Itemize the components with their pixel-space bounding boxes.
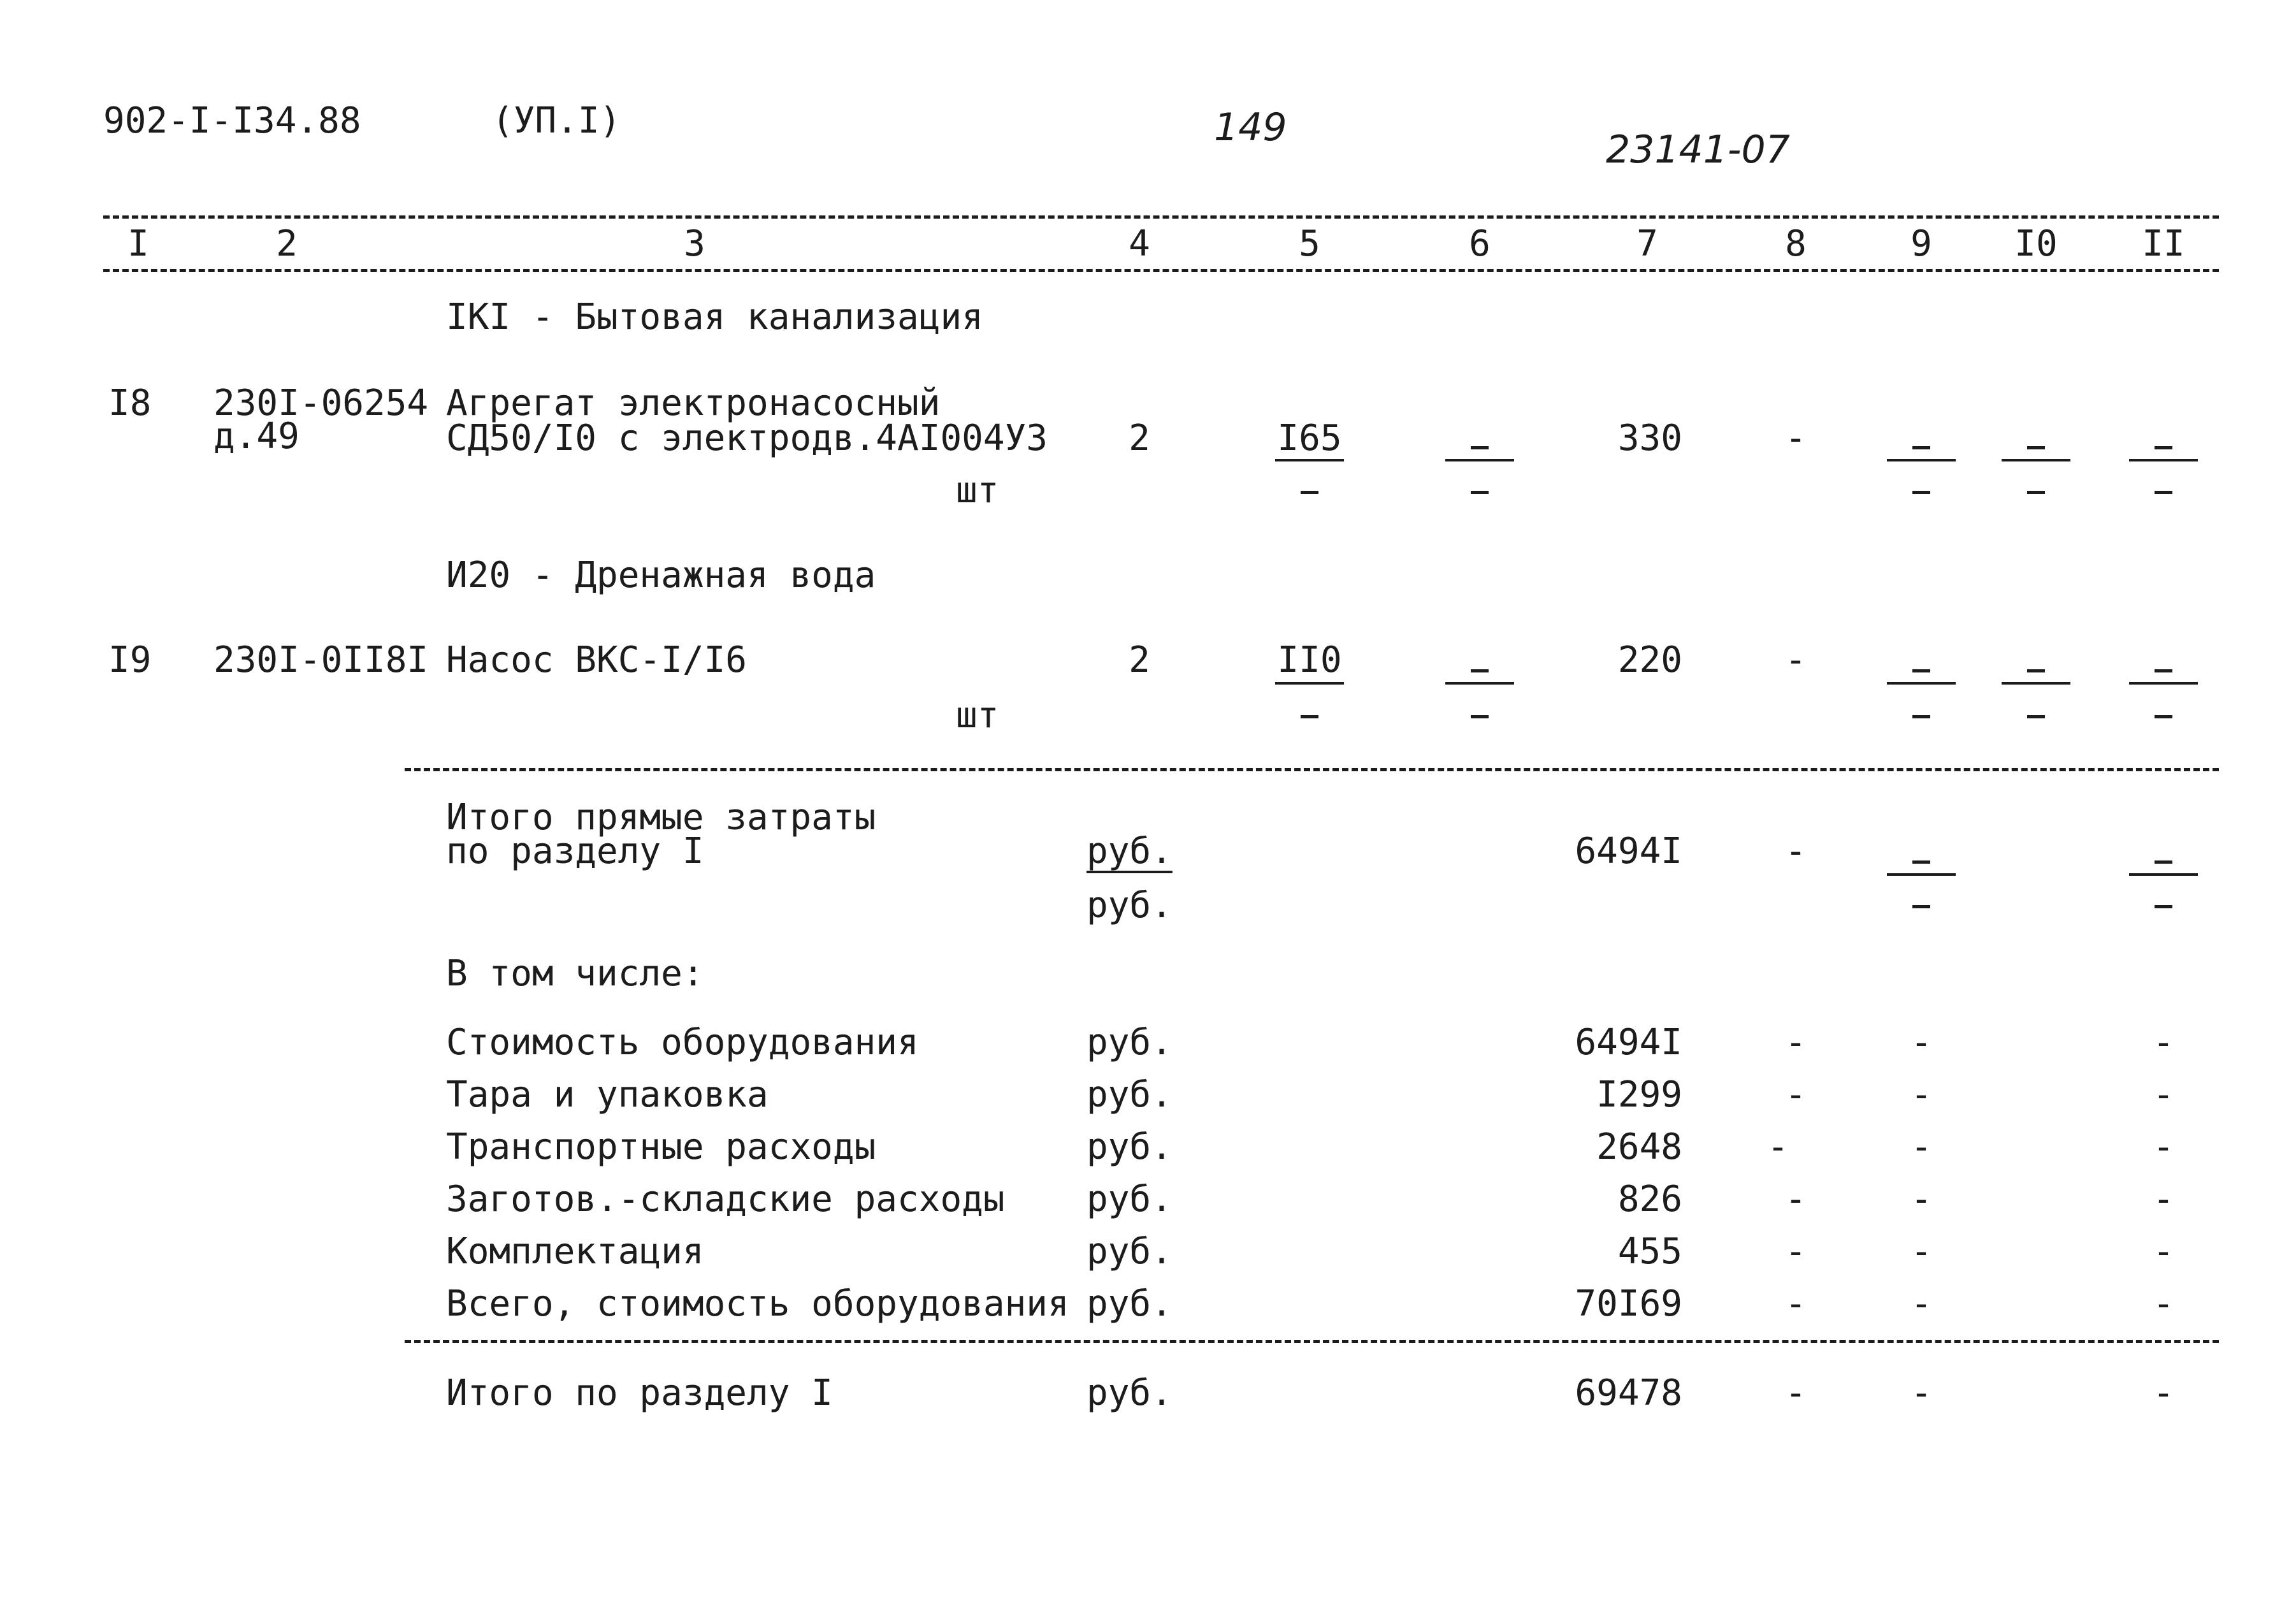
col6-fraction-bar xyxy=(1445,459,1514,461)
col11-dash: - xyxy=(2153,1283,2174,1325)
section-total-label: Итого по разделу I xyxy=(446,1372,833,1414)
col8-dash: - xyxy=(1785,1231,1807,1272)
price-fraction-bar xyxy=(1275,459,1344,461)
col11-dash: - xyxy=(2153,1126,2174,1168)
breakdown-label: Стоимость оборудования xyxy=(446,1022,919,1063)
section-total-value: 69478 xyxy=(1575,1372,1682,1414)
breakdown-value: 826 xyxy=(1617,1179,1682,1220)
col11-dash-mark xyxy=(2155,860,2172,864)
document-number: 902-I-I34.88 xyxy=(103,100,361,142)
col10-dash-mark xyxy=(2027,446,2045,449)
column-header-9: 9 xyxy=(1910,223,1932,265)
breakdown-label: Тара и упаковка xyxy=(446,1074,769,1115)
col9-dash: - xyxy=(1910,1074,1932,1115)
col11-empty-mark xyxy=(2155,715,2172,718)
col10-fraction-bar xyxy=(2002,682,2070,685)
col10-dash-mark xyxy=(2027,669,2045,672)
column-header-4: 4 xyxy=(1129,223,1150,265)
col11-dash: - xyxy=(2153,1372,2174,1414)
total-rule xyxy=(405,1340,2219,1343)
direct-costs-value: 6494I xyxy=(1575,831,1682,872)
col6-dash-mark xyxy=(1471,669,1489,672)
col6-empty-mark xyxy=(1471,715,1489,718)
including-label: В том числе: xyxy=(446,953,704,994)
unit-of-measure: шт xyxy=(956,470,999,511)
col6-empty-mark xyxy=(1471,491,1489,494)
col8-dash: - xyxy=(1785,1372,1807,1414)
total-cost: 330 xyxy=(1617,417,1682,459)
col9-empty-mark xyxy=(1912,905,1930,908)
col8-dash: - xyxy=(1785,1074,1807,1115)
col11-dash-mark xyxy=(2155,446,2172,449)
album-number: (УП.I) xyxy=(492,100,621,142)
column-header-7: 7 xyxy=(1636,223,1658,265)
direct-costs-unit-secondary: руб. xyxy=(1087,885,1173,926)
header-top-rule xyxy=(103,215,2219,219)
col11-dash: - xyxy=(2153,1074,2174,1115)
col8-dash: - xyxy=(1785,417,1807,459)
col11-fraction-bar xyxy=(2129,873,2198,876)
unit-of-measure: шт xyxy=(956,695,999,736)
col9-fraction-bar xyxy=(1887,682,1956,685)
unit-price: II0 xyxy=(1277,639,1342,681)
section-total-unit: руб. xyxy=(1087,1372,1173,1414)
col8-dash: - xyxy=(1767,1126,1789,1168)
breakdown-label: Всего, стоимость оборудования xyxy=(446,1283,1069,1325)
col6-fraction-bar xyxy=(1445,682,1514,685)
header-bottom-rule xyxy=(103,269,2219,272)
item-number: I9 xyxy=(108,639,152,681)
page-number: 149 xyxy=(1214,105,1287,150)
unit-price: I65 xyxy=(1277,417,1342,459)
column-header-8: 8 xyxy=(1785,223,1807,265)
col9-dash-mark xyxy=(1912,860,1930,864)
inventory-number: 23141-07 xyxy=(1606,127,1790,172)
breakdown-value: 70I69 xyxy=(1575,1283,1682,1325)
col11-dash: - xyxy=(2153,1231,2174,1272)
column-header-6: 6 xyxy=(1469,223,1491,265)
breakdown-unit: руб. xyxy=(1087,1231,1173,1272)
quantity: 2 xyxy=(1129,417,1150,459)
breakdown-unit: руб. xyxy=(1087,1283,1173,1325)
total-cost: 220 xyxy=(1617,639,1682,681)
breakdown-unit: руб. xyxy=(1087,1022,1173,1063)
col11-empty-mark xyxy=(2155,905,2172,908)
price-fraction-bar xyxy=(1275,682,1344,685)
col5-empty-mark xyxy=(1301,491,1318,494)
price-code: 230I-06254 xyxy=(213,382,429,424)
price-code-reference: д.49 xyxy=(213,416,300,457)
item-name-line1: Агрегат электронасосный xyxy=(446,382,941,424)
col11-empty-mark xyxy=(2155,491,2172,494)
col9-dash: - xyxy=(1910,1179,1932,1220)
price-code: 230I-0II8I xyxy=(213,639,429,681)
section-heading-ik1: IКI - Бытовая канализация xyxy=(446,296,983,338)
subtotal-rule xyxy=(405,768,2219,771)
breakdown-label: Транспортные расходы xyxy=(446,1126,876,1168)
col9-empty-mark xyxy=(1912,491,1930,494)
col5-empty-mark xyxy=(1301,715,1318,718)
quantity: 2 xyxy=(1129,639,1150,681)
direct-costs-unit: руб. xyxy=(1087,831,1173,872)
direct-costs-label-line1: Итого прямые затраты xyxy=(446,797,876,838)
col9-dash: - xyxy=(1910,1022,1932,1063)
col11-dash-mark xyxy=(2155,669,2172,672)
direct-costs-label-line2: по разделу I xyxy=(446,831,704,872)
col11-fraction-bar xyxy=(2129,682,2198,685)
column-header-5: 5 xyxy=(1299,223,1320,265)
col8-dash: - xyxy=(1785,1179,1807,1220)
col9-dash-mark xyxy=(1912,446,1930,449)
col8-dash: - xyxy=(1785,639,1807,681)
breakdown-value: 2648 xyxy=(1596,1126,1682,1168)
column-header-1: I xyxy=(127,223,149,265)
breakdown-unit: руб. xyxy=(1087,1126,1173,1168)
col8-dash: - xyxy=(1785,831,1807,872)
col9-dash: - xyxy=(1910,1283,1932,1325)
col10-empty-mark xyxy=(2027,715,2045,718)
column-header-10: I0 xyxy=(2014,223,2058,265)
col11-dash: - xyxy=(2153,1022,2174,1063)
breakdown-unit: руб. xyxy=(1087,1074,1173,1115)
column-header-2: 2 xyxy=(276,223,298,265)
section-heading-i20: И20 - Дренажная вода xyxy=(446,555,876,596)
item-name-line1: Насос ВКС-I/I6 xyxy=(446,639,747,681)
col9-fraction-bar xyxy=(1887,873,1956,876)
col10-fraction-bar xyxy=(2002,459,2070,461)
breakdown-value: 455 xyxy=(1617,1231,1682,1272)
item-name-line2: СД50/I0 с электродв.4АI004У3 xyxy=(446,417,1048,459)
item-number: I8 xyxy=(108,382,152,424)
col9-dash: - xyxy=(1910,1372,1932,1414)
column-header-3: 3 xyxy=(684,223,705,265)
breakdown-unit: руб. xyxy=(1087,1179,1173,1220)
col11-dash: - xyxy=(2153,1179,2174,1220)
col9-dash: - xyxy=(1910,1126,1932,1168)
column-header-11: II xyxy=(2142,223,2185,265)
breakdown-value: I299 xyxy=(1596,1074,1682,1115)
col8-dash: - xyxy=(1785,1283,1807,1325)
breakdown-value: 6494I xyxy=(1575,1022,1682,1063)
col9-dash: - xyxy=(1910,1231,1932,1272)
breakdown-label: Заготов.-складские расходы xyxy=(446,1179,1005,1220)
col9-fraction-bar xyxy=(1887,459,1956,461)
col8-dash: - xyxy=(1785,1022,1807,1063)
col6-dash-mark xyxy=(1471,446,1489,449)
breakdown-label: Комплектация xyxy=(446,1231,704,1272)
col11-fraction-bar xyxy=(2129,459,2198,461)
col10-empty-mark xyxy=(2027,491,2045,494)
col9-empty-mark xyxy=(1912,715,1930,718)
col9-dash-mark xyxy=(1912,669,1930,672)
